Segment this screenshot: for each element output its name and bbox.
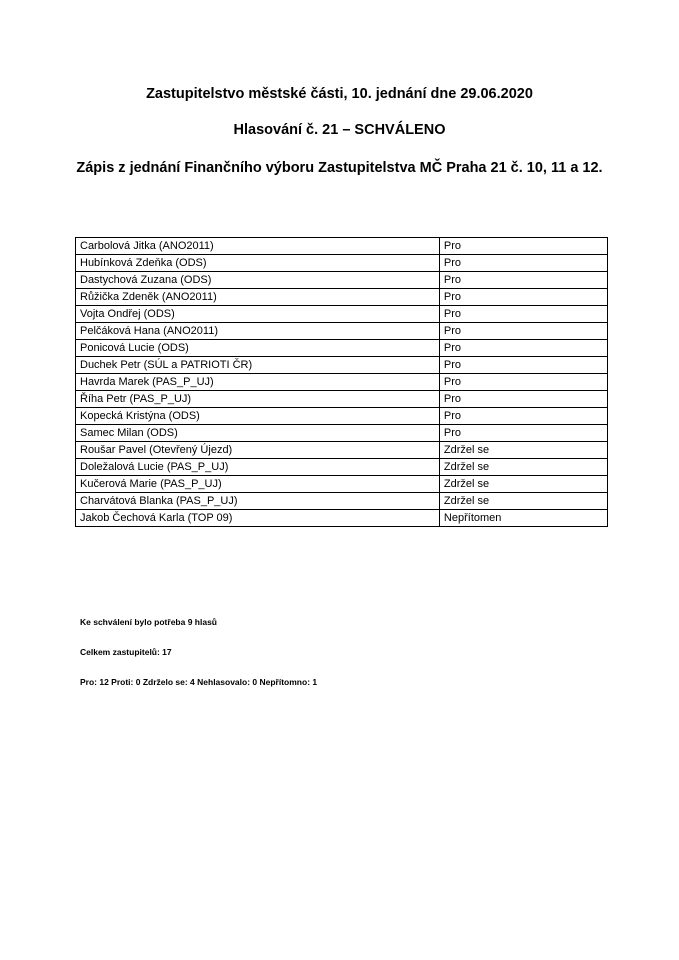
votes-table — [75, 237, 608, 527]
table-row — [76, 340, 608, 357]
table-row — [76, 272, 608, 289]
table-row — [76, 255, 608, 272]
member-name-cell: Vojta Ondřej (ODS) — [76, 306, 440, 323]
member-name-cell: Říha Petr (PAS_P_UJ) — [76, 391, 440, 408]
vote-cell: Zdržel se — [439, 459, 607, 476]
member-name-cell: Dastychová Zuzana (ODS) — [76, 272, 440, 289]
required-votes-text: Ke schválení bylo potřeba 9 hlasů — [80, 617, 217, 627]
member-name-cell: Ponicová Lucie (ODS) — [76, 340, 440, 357]
table-row — [76, 510, 608, 527]
member-name-cell: Jakob Čechová Karla (TOP 09) — [76, 510, 440, 527]
results-text: Pro: 12 Proti: 0 Zdrželo se: 4 Nehlasovalo: 0 Nepřítomno: 1 — [80, 677, 318, 687]
member-name-cell: Duchek Petr (SÚL a PATRIOTI ČR) — [76, 357, 440, 374]
table-row — [76, 408, 608, 425]
vote-cell: Pro — [439, 374, 607, 391]
vote-cell: Pro — [439, 425, 607, 442]
table-row — [76, 476, 608, 493]
vote-cell: Pro — [439, 272, 607, 289]
vote-cell: Pro — [439, 408, 607, 425]
vote-cell: Pro — [439, 238, 607, 255]
table-row — [76, 357, 608, 374]
table-row — [76, 442, 608, 459]
vote-cell: Pro — [439, 391, 607, 408]
table-row — [76, 459, 608, 476]
member-name-cell: Havrda Marek (PAS_P_UJ) — [76, 374, 440, 391]
table-row — [76, 238, 608, 255]
member-name-cell: Carbolová Jitka (ANO2011) — [76, 238, 440, 255]
vote-cell: Pro — [439, 289, 607, 306]
vote-cell: Zdržel se — [439, 442, 607, 459]
table-row — [76, 306, 608, 323]
member-name-cell: Pelčáková Hana (ANO2011) — [76, 323, 440, 340]
member-name-cell: Roušar Pavel (Otevřený Újezd) — [76, 442, 440, 459]
member-name-cell: Kučerová Marie (PAS_P_UJ) — [76, 476, 440, 493]
session-title: Zastupitelstvo městské části, 10. jednání dne 29.06.2020 — [146, 86, 533, 102]
vote-cell: Pro — [439, 255, 607, 272]
table-row — [76, 323, 608, 340]
member-name-cell: Hubínková Zdeňka (ODS) — [76, 255, 440, 272]
member-name-cell: Kopecká Kristýna (ODS) — [76, 408, 440, 425]
vote-cell: Zdržel se — [439, 476, 607, 493]
vote-cell: Nepřítomen — [439, 510, 607, 527]
vote-cell: Pro — [439, 306, 607, 323]
member-name-cell: Růžička Zdeněk (ANO2011) — [76, 289, 440, 306]
member-name-cell: Charvátová Blanka (PAS_P_UJ) — [76, 493, 440, 510]
table-row — [76, 493, 608, 510]
table-row — [76, 391, 608, 408]
vote-cell: Pro — [439, 357, 607, 374]
member-name-cell: Doležalová Lucie (PAS_P_UJ) — [76, 459, 440, 476]
member-name-cell: Samec Milan (ODS) — [76, 425, 440, 442]
resolution-title: Zápis z jednání Finančního výboru Zastupitelstva MČ Praha 21 č. 10, 11 a 12. — [76, 160, 603, 176]
table-row — [76, 425, 608, 442]
total-members-text: Celkem zastupitelů: 17 — [80, 647, 172, 657]
table-row — [76, 374, 608, 391]
vote-cell: Pro — [439, 340, 607, 357]
vote-cell: Zdržel se — [439, 493, 607, 510]
vote-title: Hlasování č. 21 – SCHVÁLENO — [233, 122, 446, 138]
vote-cell: Pro — [439, 323, 607, 340]
table-row — [76, 289, 608, 306]
